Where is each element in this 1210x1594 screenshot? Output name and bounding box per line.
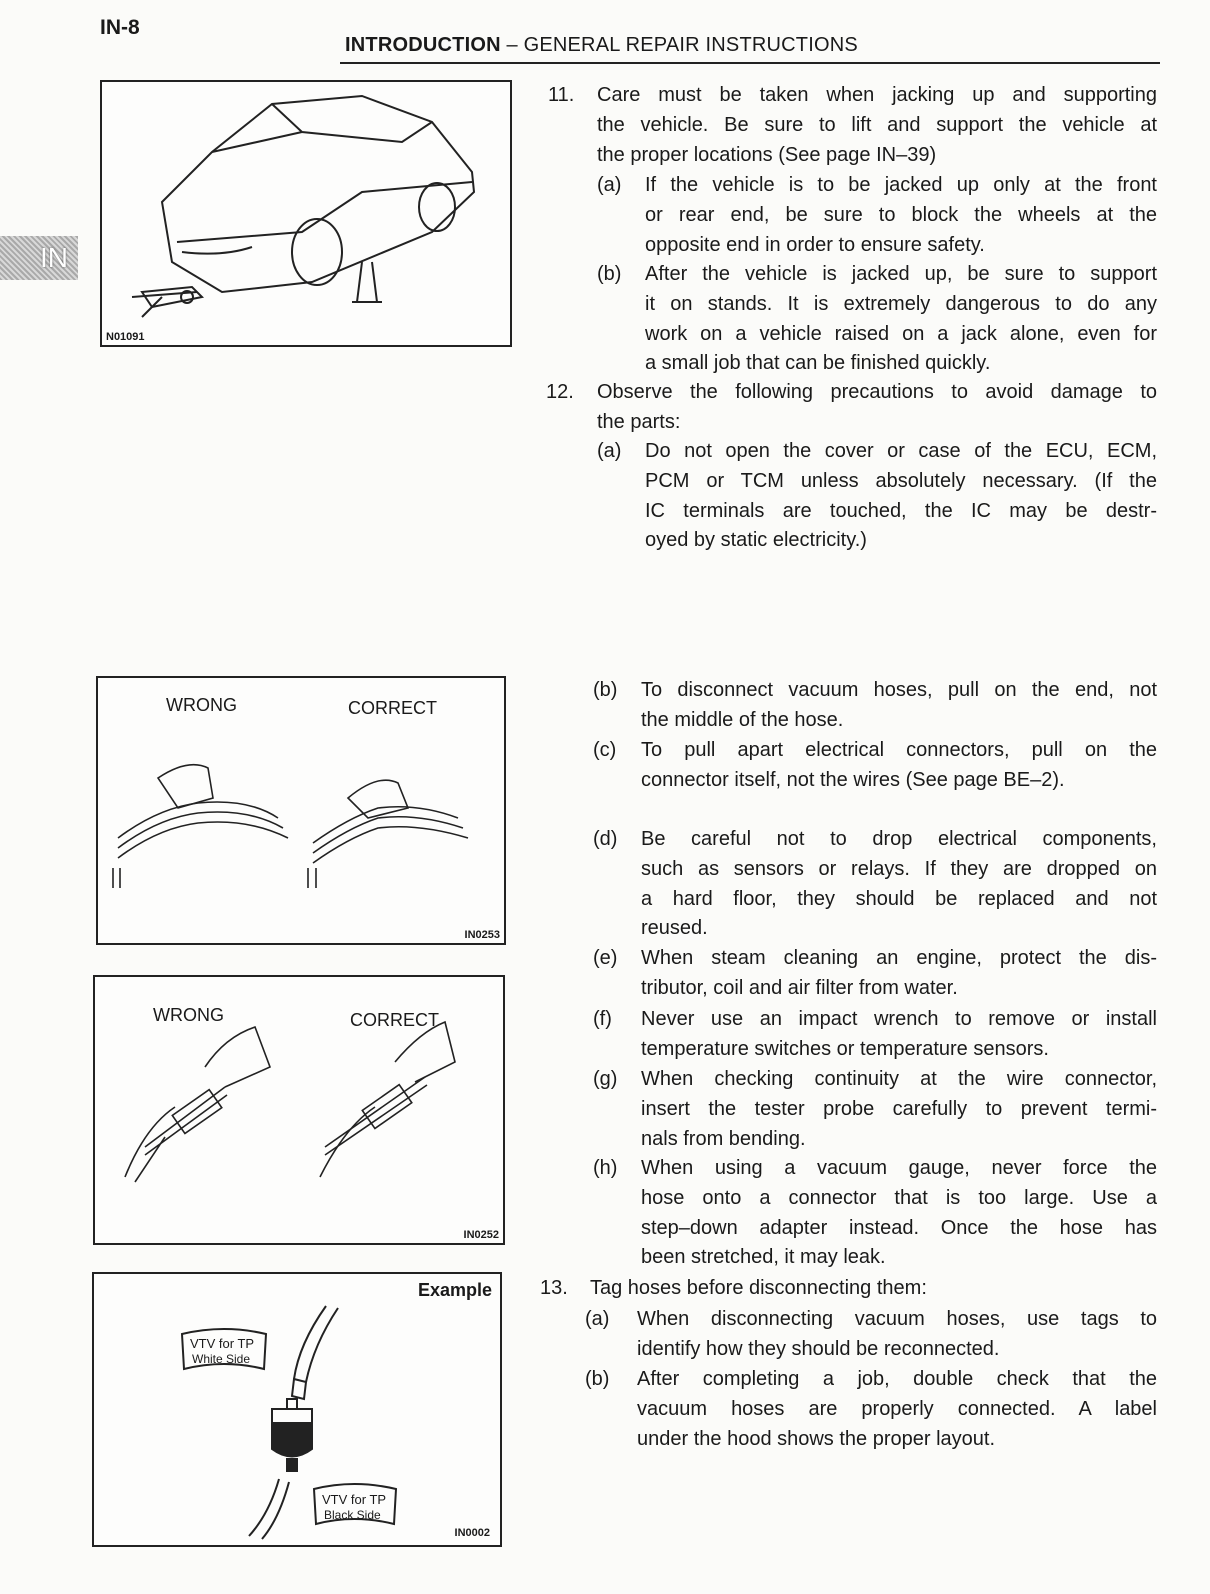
item-number: 13.	[540, 1277, 568, 1299]
text-line: it on stands. It is extremely dangerous to do any	[645, 292, 1157, 315]
text-line: PCM or TCM unless absolutely necessary. (If the	[645, 469, 1157, 492]
item-text	[641, 676, 1157, 736]
text-line: the proper locations (See page IN–39)	[597, 143, 937, 166]
text-line: When checking continuity at the wire connector,	[641, 1068, 1157, 1090]
text-line: When using a vacuum gauge, never force the	[641, 1157, 1157, 1179]
vtv-tag-illustration	[94, 1274, 500, 1545]
text-line: identify how they should be reconnected.	[637, 1337, 1000, 1360]
tag-white-line2: White Side	[192, 1352, 251, 1366]
label-correct: CORRECT	[348, 698, 437, 718]
page-number: IN-8	[100, 16, 140, 39]
text-line: been stretched, it may leak.	[641, 1246, 886, 1269]
text-line: step–down adapter instead. Once the hose has	[641, 1216, 1157, 1239]
text-line: the middle of the hose.	[641, 708, 844, 731]
text-line: such as sensors or relays. If they are dropped on	[641, 857, 1157, 880]
text-line: When steam cleaning an engine, protect the dis-	[641, 947, 1157, 969]
text-line: To disconnect vacuum hoses, pull on the end, not	[641, 679, 1157, 701]
text-line: nals from bending.	[641, 1127, 806, 1150]
label-example: Example	[417, 1280, 492, 1300]
text-line: hose onto a connector that is too large. Use a	[641, 1186, 1157, 1209]
item-number: (h)	[593, 1157, 618, 1179]
item-number: 12.	[546, 381, 574, 403]
item-text	[641, 1065, 1157, 1154]
figure-code: N01091	[106, 331, 145, 343]
text-line: the parts:	[597, 410, 681, 433]
item-number: 11.	[548, 84, 575, 106]
item-text	[645, 171, 1157, 260]
label-wrong: WRONG	[166, 695, 237, 715]
figure-code: IN0253	[464, 929, 500, 941]
figure-connectors	[93, 975, 505, 1245]
item-number: (e)	[593, 947, 618, 969]
section-tab-label: IN	[40, 242, 68, 273]
text-line: a small job that can be finished quickly.	[645, 352, 991, 375]
item-number: (a)	[597, 174, 622, 196]
tag-white-line1: VTV for TP	[190, 1336, 255, 1351]
item-number: (d)	[593, 828, 618, 850]
text-line: connector itself, not the wires (See page BE–2).	[641, 768, 1065, 791]
text-line: oyed by static electricity.)	[645, 529, 867, 552]
item-text	[641, 944, 1157, 1004]
text-line: under the hood shows the proper layout.	[637, 1427, 996, 1450]
car-on-jack-illustration	[102, 82, 510, 345]
figure-code: IN0002	[454, 1527, 490, 1539]
text-line: a hard floor, they should be replaced and not	[641, 887, 1157, 910]
text-line: After completing a job, double check that the	[637, 1368, 1157, 1390]
figure-hose-tags	[92, 1272, 502, 1547]
item-number: (g)	[593, 1068, 618, 1090]
text-line: To pull apart electrical connectors, pull on the	[641, 739, 1157, 761]
text-line: If the vehicle is to be jacked up only at the front	[645, 174, 1157, 196]
tag-black-line2: Black Side	[324, 1508, 381, 1522]
item-number: (b)	[597, 263, 622, 285]
item-number: (b)	[593, 679, 618, 701]
header-rule	[340, 62, 1160, 64]
text-line: Care must be taken when jacking up and supporting	[597, 84, 1157, 106]
text-line: IC terminals are touched, the IC may be destr-	[645, 499, 1157, 522]
text-line: the vehicle. Be sure to lift and support the vehicle at	[597, 113, 1157, 136]
item-text	[637, 1305, 1157, 1365]
item-text	[637, 1365, 1157, 1454]
text-line: temperature switches or temperature sensors.	[641, 1037, 1049, 1060]
item-text	[645, 437, 1157, 556]
subsection-title: GENERAL REPAIR INSTRUCTIONS	[523, 34, 858, 56]
text-line: tributor, coil and air filter from water.	[641, 976, 958, 999]
page-title	[345, 34, 858, 57]
label-correct: CORRECT	[350, 1010, 439, 1030]
item-text	[641, 1005, 1157, 1065]
item-number: (c)	[593, 739, 617, 761]
text-line: or rear end, be sure to block the wheels at the	[645, 203, 1157, 226]
text-line: Tag hoses before disconnecting them:	[590, 1277, 927, 1299]
section-tab	[0, 236, 78, 280]
text-line: reused.	[641, 917, 708, 940]
label-wrong: WRONG	[153, 1005, 224, 1025]
text-line: Be careful not to drop electrical components,	[641, 828, 1157, 850]
text-line: vacuum hoses are properly connected. A label	[637, 1397, 1157, 1420]
item-text	[590, 1274, 1157, 1304]
text-line: insert the tester probe carefully to prevent termi-	[641, 1097, 1157, 1120]
item-text	[641, 1154, 1157, 1273]
title-separator: –	[500, 34, 524, 56]
item-number: (b)	[585, 1368, 610, 1390]
tag-black-line1: VTV for TP	[322, 1492, 387, 1507]
text-line: Do not open the cover or case of the ECU, ECM,	[645, 440, 1157, 462]
section-title: INTRODUCTION	[345, 34, 501, 56]
item-text	[597, 81, 1157, 170]
figure-code: IN0252	[463, 1229, 499, 1241]
text-line: When disconnecting vacuum hoses, use tags to	[637, 1308, 1157, 1330]
text-line: After the vehicle is jacked up, be sure to support	[645, 263, 1157, 285]
item-number: (f)	[593, 1008, 612, 1030]
item-text	[641, 736, 1157, 796]
hose-hands-illustration	[98, 678, 504, 943]
text-line: Never use an impact wrench to remove or install	[641, 1008, 1157, 1030]
item-number: (a)	[585, 1308, 610, 1330]
item-text	[645, 260, 1157, 379]
figure-jacking-vehicle	[100, 80, 512, 347]
text-line: work on a vehicle raised on a jack alone, even for	[645, 322, 1157, 345]
item-text	[641, 825, 1157, 944]
item-number: (a)	[597, 440, 622, 462]
figure-vacuum-hoses	[96, 676, 506, 945]
text-line: Observe the following precautions to avoid damage to	[597, 381, 1157, 403]
item-text	[597, 378, 1157, 438]
text-line: opposite end in order to ensure safety.	[645, 233, 985, 256]
